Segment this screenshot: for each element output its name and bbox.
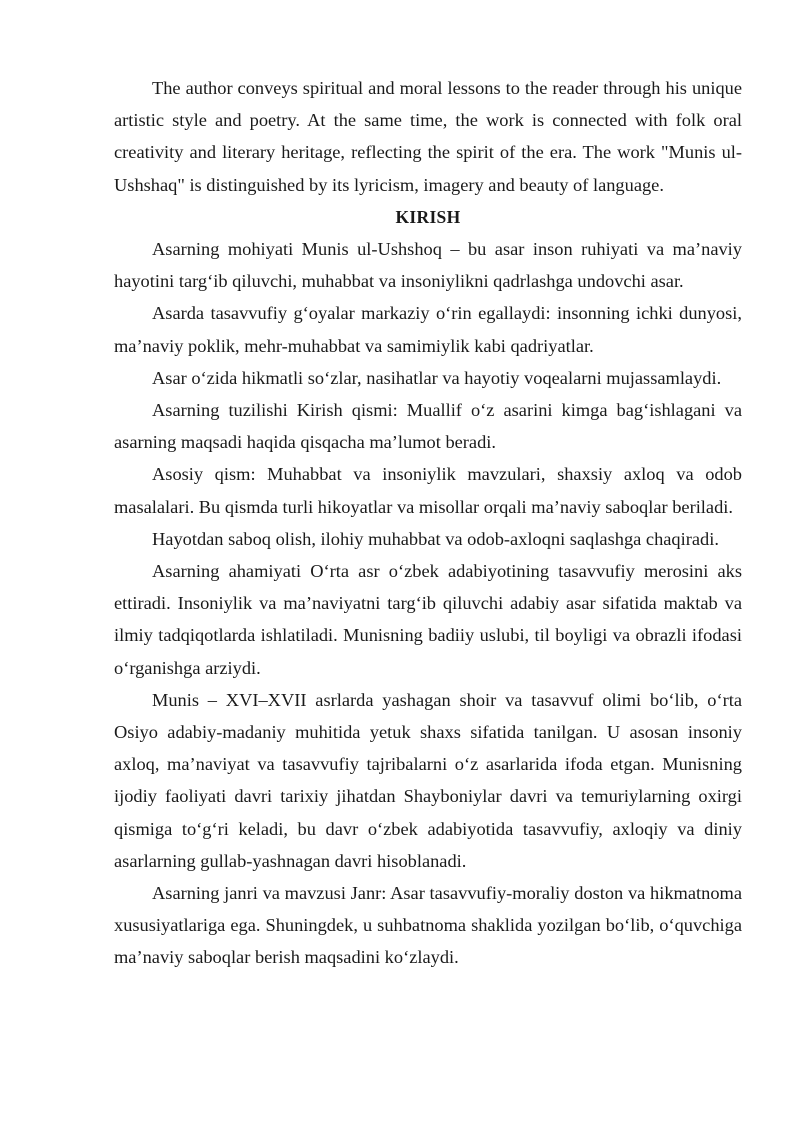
- paragraph-main-part: Asosiy qism: Muhabbat va insoniylik mavzulari, shaxsiy axloq va odob masalalari. Bu qismda turli hikoyatlar va misollar orqali ma’naviy saboqlar beriladi.: [114, 464, 742, 517]
- paragraph-structure: Asarning tuzilishi Kirish qismi: Muallif o‘z asarini kimga bag‘ishlagani va asarning maqsadi haqida qisqacha ma’lumot beradi.: [114, 400, 742, 453]
- paragraph-sufi-ideas: Asarda tasavvufiy g‘oyalar markaziy o‘rin egallaydi: insonning ichki dunyosi, ma’naviy poklik, mehr-muhabbat va samimiylik kabi qadriyatlar.: [114, 303, 742, 356]
- paragraph-significance: Asarning ahamiyati O‘rta asr o‘zbek adabiyotining tasavvufiy merosini aks ettiradi. Insoniylik va ma’naviyatni targ‘ib qiluvchi adabiy asar sifatida maktab va ilmiy tadqiqotlarda ishlatiladi. Munisning badiiy uslubi, til boyligi va obrazli ifodasi o‘rganishga arziydi.: [114, 561, 742, 678]
- intro-paragraph: The author conveys spiritual and moral lessons to the reader through his unique artistic style and poetry. At the same time, the work is connected with folk oral creativity and literary heritage, reflecting the spirit of the era. The work "Munis ul-Ushshaq" is distinguished by its lyricism, imagery and beauty of language.: [114, 78, 742, 195]
- section-heading: KIRISH: [395, 206, 461, 227]
- paragraph-wise-words: Asar o‘zida hikmatli so‘zlar, nasihatlar va hayotiy voqealarni mujassamlaydi.: [152, 367, 722, 388]
- page-content: [114, 72, 742, 974]
- paragraph-author-bio: Munis – XVI–XVII asrlarda yashagan shoir va tasavvuf olimi bo‘lib, o‘rta Osiyo adabiy-madaniy muhitida yetuk shaxs sifatida tanilgan. U asosan insoniy axloq, ma’naviyat va tasavvufiy tajribalarni o‘z asarlarida ifoda etgan. Munisning ijodiy faoliyati davri tarixiy jihatdan Shayboniylar davri va temuriylarning oxirgi qismiga to‘g‘ri keladi, bu davr o‘zbek adabiyotida tasavvufiy, axloqiy va diniy asarlarning gullab-yashnagan davri hisoblanadi.: [114, 689, 742, 871]
- paragraph-essence: Asarning mohiyati Munis ul-Ushshoq – bu asar inson ruhiyati va ma’naviy hayotini targ‘ib qiluvchi, muhabbat va insoniylikni qadrlashga undovchi asar.: [114, 239, 742, 292]
- paragraph-genre: Asarning janri va mavzusi Janr: Asar tasavvufiy-moraliy doston va hikmatnoma xususiyatlariga ega. Shuningdek, u suhbatnoma shaklida yozilgan bo‘lib, o‘quvchiga ma’naviy saboqlar berish maqsadini ko‘zlaydi.: [114, 883, 742, 968]
- paragraph-life-lesson: Hayotdan saboq olish, ilohiy muhabbat va odob-axloqni saqlashga chaqiradi.: [152, 528, 719, 549]
